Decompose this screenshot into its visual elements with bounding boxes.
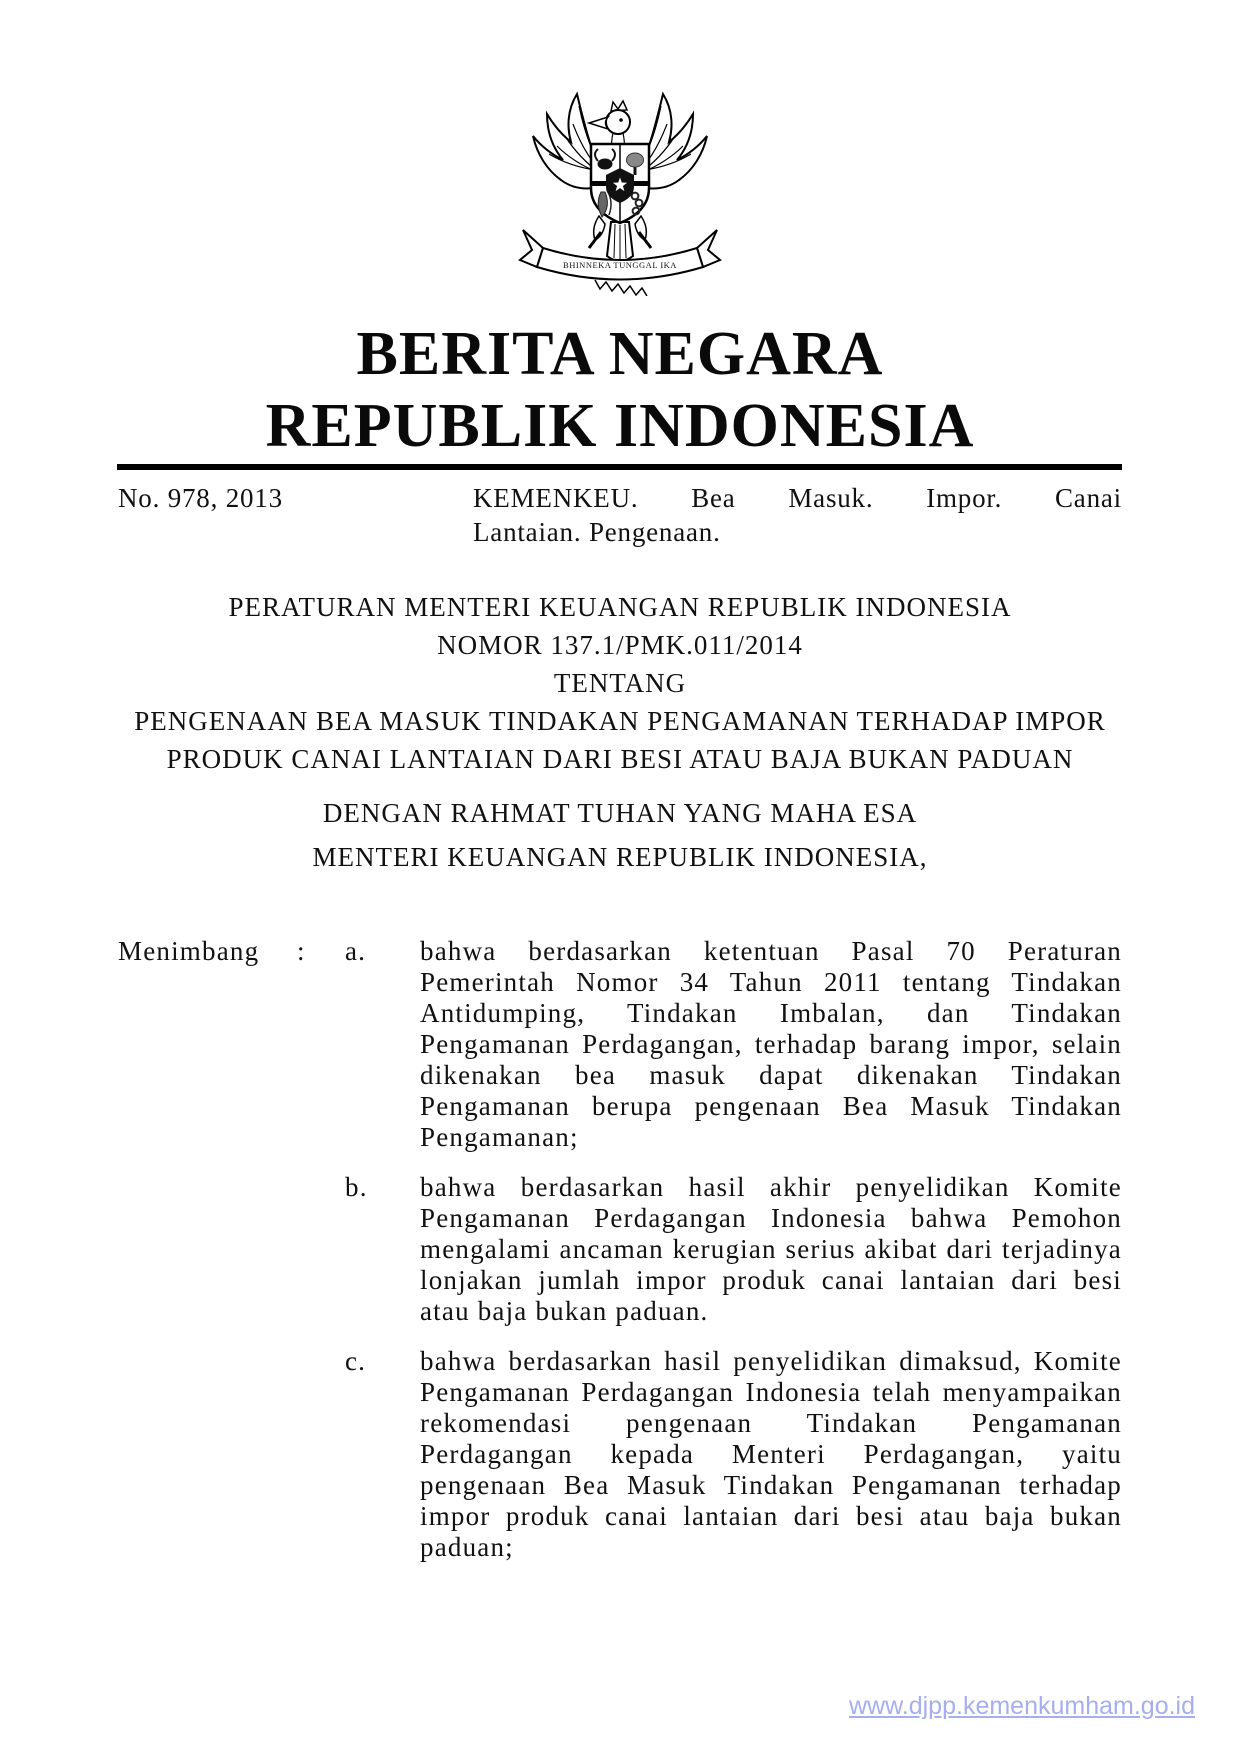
regulation-subject-line1: PENGENAAN BEA MASUK TINDAKAN PENGAMANAN TERHADAP IMPOR xyxy=(134,706,1106,736)
regulation-title: PERATURAN MENTERI KEUANGAN REPUBLIK INDONESIA xyxy=(228,592,1012,622)
masthead-title-line2: REPUBLIK INDONESIA xyxy=(265,392,975,460)
regulation-number: NOMOR 137.1/PMK.011/2014 xyxy=(437,630,803,660)
regulation-subject-line2: PRODUK CANAI LANTAIAN DARI BESI ATAU BAJA BUKAN PADUAN xyxy=(166,744,1074,774)
masthead xyxy=(0,318,1240,462)
consideration-item-a xyxy=(118,936,1122,1153)
item-text: bahwa berdasarkan ketentuan Pasal 70 Peraturan Pemerintah Nomor 34 Tahun 2011 tentang Tindakan Antidumping, Tindakan Imbalan, dan Tindakan Pengamanan Perdagangan, terhadap barang impor, selain dikenakan bea masuk dapat dikenakan Tindakan Pengamanan berupa pengenaan Bea Masuk Tindakan Pengamanan; xyxy=(420,936,1122,1152)
gazette-subject-line2: Lantaian. Pengenaan. xyxy=(473,517,721,547)
subject-word: Canai xyxy=(1055,483,1122,513)
garuda-emblem-svg xyxy=(515,84,725,296)
subject-word: Masuk. xyxy=(788,483,874,513)
gazette-header-row xyxy=(118,481,1122,549)
regulation-headings xyxy=(118,588,1122,879)
item-text: bahwa berdasarkan hasil penyelidikan dimaksud, Komite Pengamanan Perdagangan Indonesia telah menyampaikan rekomendasi pengenaan Tindakan Pengamanan Perdagangan kepada Menteri Perdagangan, yaitu pengenaan Bea Masuk Tindakan Pengamanan terhadap impor produk canai lantaian dari besi atau baja bukan paduan; xyxy=(420,1346,1122,1562)
item-marker: a. xyxy=(345,936,367,966)
considerations-section xyxy=(118,936,1122,1563)
garuda-tail xyxy=(607,222,633,261)
gazette-subject-line1 xyxy=(473,481,1122,515)
menimbang-colon: : xyxy=(297,936,306,966)
footer-website-link[interactable]: www.djpp.kemenkumham.go.id xyxy=(849,1692,1195,1720)
garuda-pancasila-emblem xyxy=(515,84,725,296)
consideration-item-c xyxy=(118,1346,1122,1563)
subject-word: Bea xyxy=(691,483,736,513)
invocation-line: DENGAN RAHMAT TUHAN YANG MAHA ESA xyxy=(322,798,918,828)
item-marker: c. xyxy=(345,1346,367,1376)
emblem-motto-text: BHINNEKA TUNGGAL IKA xyxy=(563,260,677,270)
item-text: bahwa berdasarkan hasil akhir penyelidikan Komite Pengamanan Perdagangan Indonesia bahwa Pemohon mengalami ancaman kerugian serius akibat dari terjadinya lonjakan jumlah impor produk canai lantaian dari besi atau baja bukan paduan. xyxy=(420,1172,1122,1326)
consideration-item-b xyxy=(118,1172,1122,1327)
item-marker: b. xyxy=(345,1172,368,1202)
pancasila-shield xyxy=(591,144,649,223)
masthead-title-line1: BERITA NEGARA xyxy=(356,320,884,388)
menimbang-label: Menimbang xyxy=(118,936,260,966)
garuda-head xyxy=(589,101,630,148)
authority-line: MENTERI KEUANGAN REPUBLIK INDONESIA, xyxy=(312,842,928,872)
subject-word: KEMENKEU. xyxy=(473,483,639,513)
gazette-subject xyxy=(473,481,1122,549)
masthead-divider-rule xyxy=(117,464,1122,470)
subject-word: Impor. xyxy=(926,483,1003,513)
gazette-number: No. 978, 2013 xyxy=(118,483,283,513)
regulation-tentang: TENTANG xyxy=(553,668,687,698)
